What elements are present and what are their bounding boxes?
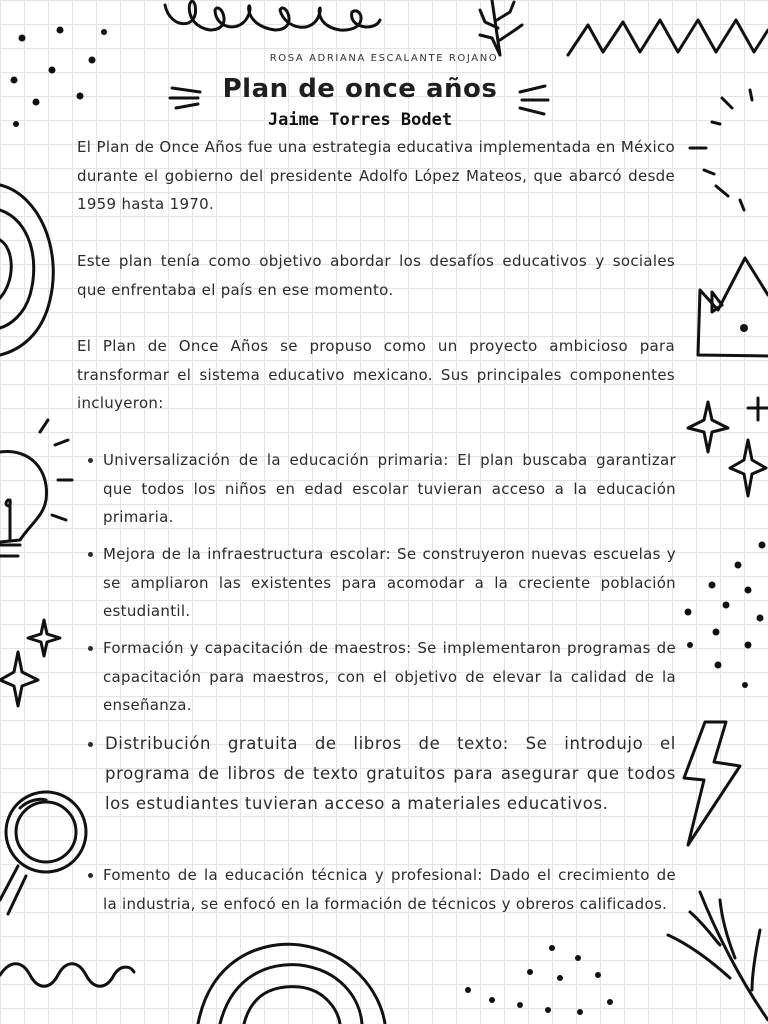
list-item-text: Formación y capacitación de maestros: Se implementaron programas de capacitación para maestros, con el objetivo de elevar la calidad de la enseñanza. <box>103 639 676 714</box>
list-item-text: Universalización de la educación primaria: El plan buscaba garantizar que todos los niños en edad escolar tuvieran acceso a la educación primaria. <box>103 451 676 526</box>
branch-bottom-right-icon <box>668 892 768 1020</box>
page-subtitle: Jaime Torres Bodet <box>267 110 453 130</box>
sparkle-icon <box>0 652 38 706</box>
list-item-text: Mejora de la infraestructura escolar: Se construyeron nuevas escuelas y se ampliaron las existentes para acomodar a la creciente población estudiantil. <box>103 545 676 620</box>
leaf-branch-icon <box>480 0 522 55</box>
list-item <box>88 540 676 626</box>
components-list <box>88 729 676 819</box>
list-item <box>88 634 676 720</box>
author-name: ROSA ADRIANA ESCALANTE ROJANO <box>269 53 499 64</box>
bullet-dot-icon <box>88 552 93 557</box>
sparkle-icon <box>28 620 60 656</box>
bullet-dot-icon <box>88 458 93 463</box>
list-item <box>88 729 676 819</box>
bullet-dot-icon <box>88 742 93 747</box>
components-list <box>88 634 676 720</box>
magnifying-glass-icon <box>0 792 86 914</box>
bullet-dot-icon <box>88 646 93 651</box>
list-item-text: Distribución gratuita de libros de texto: Se introdujo el programa de libros de texto gratuitos para asegurar que todos los estudiantes tuvieran acceso a materiales educativos. <box>105 734 676 813</box>
components-list <box>88 540 676 626</box>
rainbow-arcs-icon <box>198 944 385 1024</box>
list-item <box>88 446 676 532</box>
components-list <box>88 446 676 532</box>
list-item-text: Fomento de la educación técnica y profesional: Dado el crecimiento de la industria, se enfocó en la formación de técnicos y obreros calificados. <box>103 866 676 913</box>
components-list <box>88 861 676 918</box>
spiral-left-icon <box>0 185 53 355</box>
loops-top-icon <box>165 1 380 30</box>
sparkle-icon <box>688 402 728 452</box>
sparkle-icon <box>730 440 766 496</box>
sun-rays-icon <box>690 90 752 210</box>
crown-icon <box>698 258 768 356</box>
objective-paragraph: Este plan tenía como objetivo abordar los desafíos educativos y sociales que enfrentaba el país en ese momento. <box>77 252 675 299</box>
components-paragraph: El Plan de Once Años se propuso como un proyecto ambicioso para transformar el sistema educativo mexicano. Sus principales componentes incluyeron: <box>77 337 675 412</box>
zigzag-top-right-icon <box>568 20 768 55</box>
page-title: Plan de once años <box>222 74 498 104</box>
lightbulb-icon <box>0 420 72 556</box>
dots-cluster-bottom-icon <box>465 945 613 1015</box>
wave-bottom-left-icon <box>0 964 134 987</box>
dots-cluster-right-icon <box>685 542 766 689</box>
lightning-icon <box>684 722 740 845</box>
intro-paragraph: El Plan de Once Años fue una estrategia educativa implementada en México durante el gobierno del presidente Adolfo López Mateos, que abarcó desde 1959 hasta 1970. <box>77 138 675 213</box>
bullet-dot-icon <box>88 873 93 878</box>
list-item <box>88 861 676 918</box>
